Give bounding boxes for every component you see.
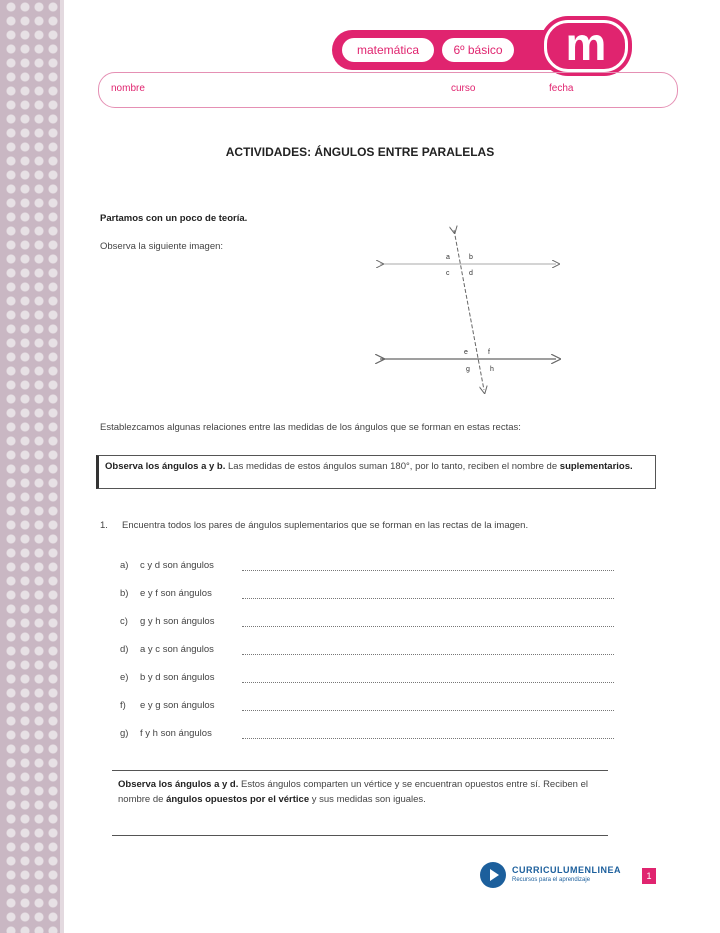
play-icon [480,862,506,888]
curriculum-logo [480,862,620,892]
angle-label-b: b [469,254,473,261]
angle-label-e: e [464,349,468,356]
angle-label-f: f [488,349,490,356]
student-info-bar [98,72,678,108]
item-f-answer-line[interactable] [242,710,614,711]
course-field-label: curso [451,83,476,94]
item-b-letter: b) [120,588,129,599]
item-c-text: g y h son ángulos [140,616,215,627]
box2-text-end: y sus medidas son iguales. [309,794,426,805]
item-f-letter: f) [120,700,126,711]
item-g-answer-line[interactable] [242,738,614,739]
name-field-label: nombre [111,83,145,94]
box1-text: Las medidas de estos ángulos suman 180°, por lo tanto, reciben el nombre de [225,461,560,472]
relations-text: Establezcamos algunas relaciones entre las medidas de los ángulos que se forman en estas rectas: [100,422,521,433]
angle-label-a: a [446,254,450,261]
box2-lead: Observa los ángulos a y d. [118,779,239,790]
item-g-letter: g) [120,728,129,739]
item-b-text: e y f son ángulos [140,588,212,599]
box2-term: ángulos opuestos por el vértice [166,794,310,805]
item-d-text: a y c son ángulos [140,644,214,655]
item-a-answer-line[interactable] [242,570,614,571]
strip-edge [60,0,64,933]
box1-term: suplementarios. [559,461,633,472]
angle-label-c: c [446,270,450,277]
question-number: 1. [100,520,108,531]
box2-text: Estos ángulos comparten un vértice y se encuentran opuestos entre sí. Reciben el nombre de [118,779,588,805]
brand-subtitle: Recursos para el aprendizaje [512,877,591,883]
item-a-text: c y d son ángulos [140,560,214,571]
item-g-text: f y h son ángulos [140,728,212,739]
page-title: ACTIVIDADES: ÁNGULOS ENTRE PARALELAS [225,145,495,159]
angle-label-d: d [469,270,473,277]
item-c-letter: c) [120,616,128,627]
subject-logo-icon [540,16,632,76]
intro-observe: Observa la siguiente imagen: [100,241,224,252]
item-a-letter: a) [120,560,129,571]
item-e-text: b y d son ángulos [140,672,215,683]
subject-tag: matemática [342,38,434,62]
vertical-angles-info-box [112,770,608,836]
grade-tag: 6º básico [442,38,514,62]
item-c-answer-line[interactable] [242,626,614,627]
logo-letter: m [565,18,607,70]
notebook-spiral-strip [0,0,64,933]
item-e-letter: e) [120,672,129,683]
item-f-text: e y g son ángulos [140,700,215,711]
item-d-answer-line[interactable] [242,654,614,655]
parallel-lines-figure [370,222,570,397]
question-text: Encuentra todos los pares de ángulos suplementarios que se forman en las rectas de la imagen. [122,520,529,531]
angle-label-h: h [490,366,494,373]
box1-lead: Observa los ángulos a y b. [105,461,226,472]
intro-lead: Partamos con un poco de teoría. [100,213,248,224]
spiral-holes [4,0,60,933]
supplementary-info-box [96,455,656,489]
item-b-answer-line[interactable] [242,598,614,599]
item-d-letter: d) [120,644,129,655]
angle-label-g: g [466,366,470,373]
date-field-label: fecha [549,83,574,94]
brand-name: CURRICULUMENLINEA [512,865,621,875]
item-e-answer-line[interactable] [242,682,614,683]
page-number: 1 [642,868,656,884]
